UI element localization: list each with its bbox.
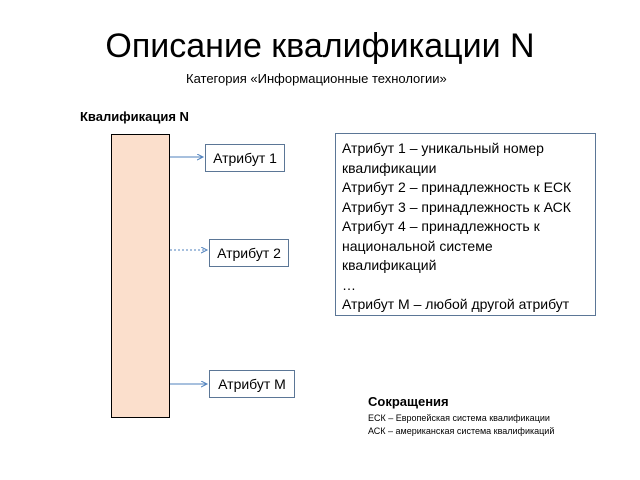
slide-title: Описание квалификации N bbox=[105, 27, 535, 65]
abbreviations-block bbox=[368, 394, 554, 438]
attribute-1-box: Атрибут 1 bbox=[205, 144, 285, 172]
attribute-2-box: Атрибут 2 bbox=[209, 239, 289, 267]
abbreviation-item: АСК – американская система квалификаций bbox=[368, 426, 555, 436]
description-line: квалификации bbox=[342, 159, 437, 176]
attribute-description-box bbox=[335, 133, 596, 316]
description-line: Атрибут 3 – принадлежность к АСК bbox=[342, 198, 571, 215]
attribute-m-box: Атрибут М bbox=[209, 370, 295, 398]
abbreviation-item: ЕСК – Европейская система квалификации bbox=[368, 413, 550, 423]
description-line: … bbox=[342, 276, 356, 293]
abbreviations-title: Сокращения bbox=[368, 394, 449, 409]
qualification-label: Квалификация N bbox=[80, 109, 189, 124]
description-line: квалификаций bbox=[342, 257, 437, 273]
description-line: Атрибут М – любой другой атрибут bbox=[342, 296, 570, 312]
description-line: Атрибут 1 – уникальный номер bbox=[342, 140, 544, 156]
description-line: Атрибут 2 – принадлежность к ЕСК bbox=[342, 179, 572, 195]
slide-subtitle: Категория «Информационные технологии» bbox=[186, 71, 447, 86]
description-line: национальной системе bbox=[342, 237, 493, 254]
description-line: Атрибут 4 – принадлежность к bbox=[342, 218, 540, 234]
